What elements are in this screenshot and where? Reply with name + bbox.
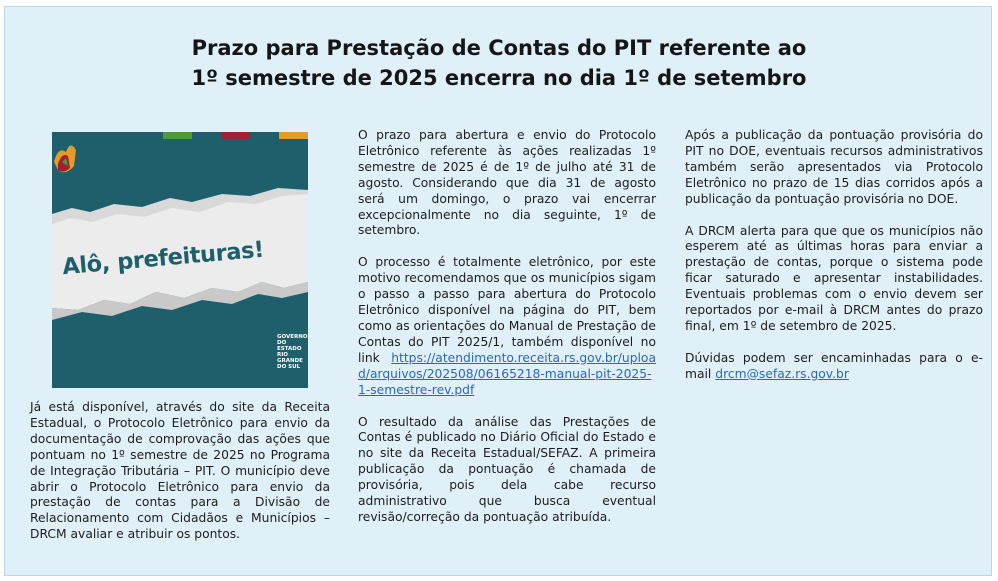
promo-image	[52, 132, 308, 388]
paragraph: A DRCM alerta para que que os municípios não esperem até as últimas horas para enviar a prestação de contas, porque o sistema pode ficar saturado e apresentar instabilidades. Eventuais problemas com o envio devem ser reportados por e-mail à DRCM antes do prazo final, em 1º de setembro de 2025.	[685, 223, 983, 333]
column-middle	[358, 128, 656, 542]
title-line-2: 1º semestre de 2025 encerra no dia 1º de setembro	[191, 66, 807, 90]
column-left	[30, 400, 330, 559]
color-stripes	[163, 132, 308, 139]
email-link[interactable]: drcm@sefaz.rs.gov.br	[715, 366, 849, 381]
paragraph-text: Dúvidas podem ser encaminhadas para o e-mail	[685, 350, 983, 381]
title-line-1: Prazo para Prestação de Contas do PIT referente ao	[191, 36, 807, 60]
paragraph-with-link	[358, 255, 656, 398]
gap-stripe	[192, 132, 221, 139]
logo-caption: GOVERNO DO ESTADO RIO GRANDE DO SUL	[277, 334, 308, 370]
red-stripe	[221, 132, 250, 139]
promo-headline: Alô, prefeituras!	[61, 236, 265, 281]
page-title	[0, 33, 998, 93]
gap-stripe-2	[250, 132, 279, 139]
paragraph-with-email	[685, 351, 983, 383]
paragraph: O resultado da análise das Prestações de Contas é publicado no Diário Oficial do Estado e no site da Receita Estadual/SEFAZ. A primeira publicação da pontuação é chamada de provisória, pois dela cabe recurso administrativo que busca eventual revisão/correção da pontuação atribuída.	[358, 414, 656, 524]
paragraph: Após a publicação da pontuação provisória do PIT no DOE, eventuais recursos administrativos também serão apresentados via Protocolo Eletrônico no prazo de 15 dias corridos após a publicação da pontuação provisória no DOE.	[685, 128, 983, 206]
paragraph: Já está disponível, através do site da Receita Estadual, o Protocolo Eletrônico para envio da documentação de comprovação das ações que pontuam no 1º semestre de 2025 no Programa de Integração Tributária – PIT. O município deve abrir o Protocolo Eletrônico para envio da prestação de contas para a Divisão de Relacionamento com Cidadãos e Municípios – DRCM avaliar e atribuir os pontos.	[30, 400, 330, 542]
column-right	[685, 128, 983, 399]
orange-stripe	[279, 132, 308, 139]
paragraph: O prazo para abertura e envio do Protocolo Eletrônico referente às ações realizadas 1º semestre de 2025 é de 1º de julho até 31 de agosto. Considerando que dia 31 de agosto será um domingo, o prazo vai encerrar excepcionalmente no dia seguinte, 1º de setembro.	[358, 128, 656, 238]
manual-pdf-link[interactable]: https://atendimento.receita.rs.gov.br/upload/arquivos/202508/06165218-manual-pit-2025-1-semestre-rev.pdf	[358, 350, 656, 397]
rs-government-logo-icon	[52, 132, 122, 180]
green-stripe	[163, 132, 192, 139]
paragraph-text: O processo é totalmente eletrônico, por este motivo recomendamos que os municípios sigam o passo a passo para abertura do Protocolo Eletrônico disponível na página do PIT, bem como as orientações do Manual de Prestação de Contas do PIT 2025/1, também disponível no link	[358, 255, 656, 365]
